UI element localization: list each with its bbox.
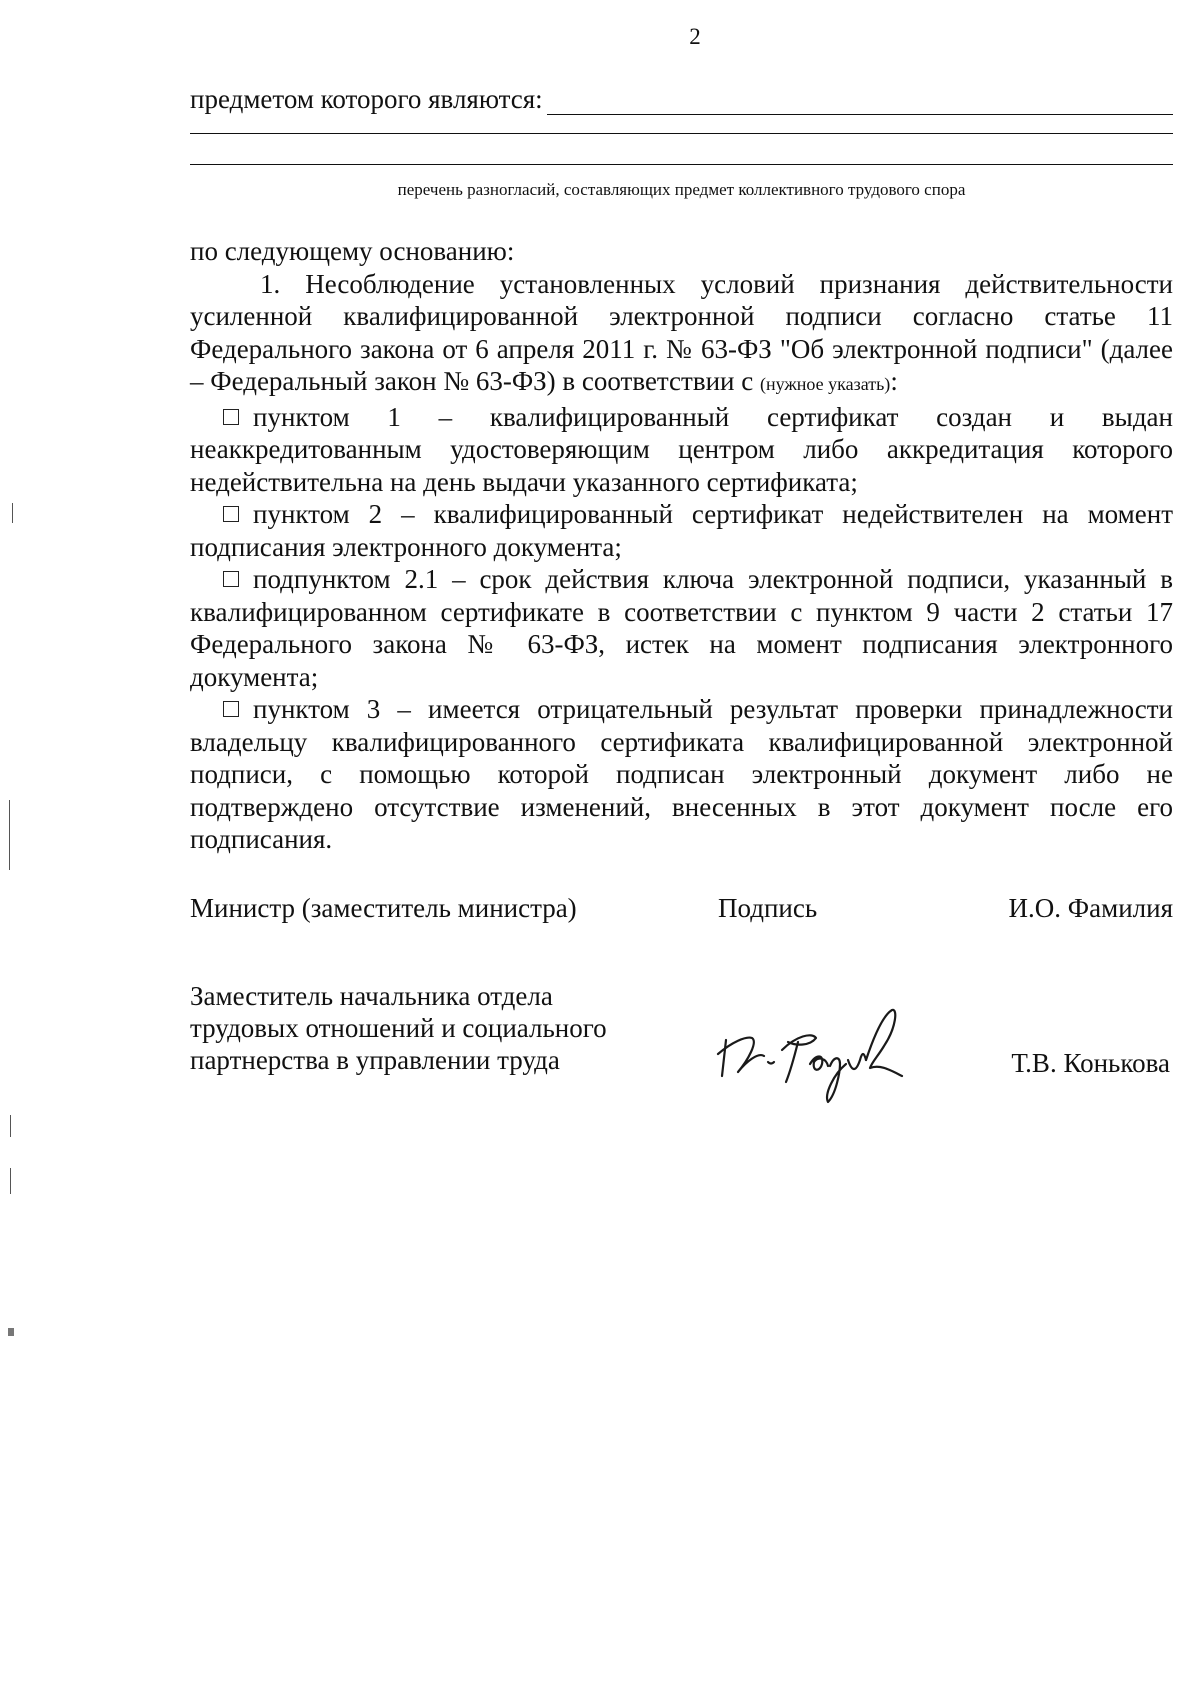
deputy-position [190,980,607,1076]
item-1-note: (нужное указать) [759,374,891,394]
deputy-position-line: партнерства в управлении труда [190,1045,560,1075]
option-item [190,693,1173,856]
scan-artifact [10,1168,11,1194]
option-checkbox[interactable] [223,571,239,587]
option-item [190,401,1173,499]
subject-blank-line-1 [547,86,1173,115]
minister-signature-label: Подпись [718,893,818,923]
option-checkbox[interactable] [223,409,239,425]
basis-intro: по следующему основанию: [190,236,515,266]
option-text: пунктом 3 – имеется отрицательный результат проверки принадлежности владельцу квалифицированного сертификата квалифицированной электронной подписи, с помощью которой подписан электронный документ либо не подтверждено отсутствие изменений, внесенных в этот документ после его подписания. [190,694,1173,854]
option-text: пунктом 2 – квалифицированный сертификат недействителен на момент подписания электронного документа; [190,499,1173,562]
minister-name: И.О. Фамилия [1008,893,1173,923]
deputy-position-line: Заместитель начальника отдела [190,981,553,1011]
handwritten-signature [712,1002,922,1106]
scan-artifact [8,1328,14,1336]
option-text: пунктом 1 – квалифицированный сертификат создан и выдан неаккредитованным удостоверяющим центром либо аккредитация которого недействительна на день выдачи указанного сертификата; [190,401,1173,497]
item-1 [190,268,1173,401]
deputy-name: Т.В. Конькова [1011,1048,1170,1078]
subject-blank-line-3 [190,164,1173,165]
item-1-text: 1. Несоблюдение установленных условий признания действительности усиленной квалифицированной электронной подписи согласно статье 11 Федерального закона от 6 апреля 2011 г. № 63-ФЗ "Об электронной подписи" (далее – Федеральный закон № 63-ФЗ) в соответствии с [190,268,1173,396]
scan-artifact [12,503,13,523]
subject-label: предметом которого являются: [190,84,543,114]
subject-blank-line-2 [190,133,1173,134]
option-text: подпунктом 2.1 – срок действия ключа электронной подписи, указанный в квалифицированном сертификате в соответствии с пунктом 9 части 2 статьи 17 Федерального закона № 63-ФЗ, истек на момент подписания электронного документа; [190,564,1173,692]
scan-artifact [10,1115,11,1137]
option-item [190,563,1173,693]
subject-line [190,84,1173,115]
deputy-position-line: трудовых отношений и социального [190,1013,607,1043]
minister-position: Министр (заместитель министра) [190,893,577,923]
item-1-tail: : [890,366,898,396]
scan-artifact [9,800,10,870]
option-item [190,498,1173,563]
option-checkbox[interactable] [223,506,239,522]
option-checkbox[interactable] [223,701,239,717]
page-number: 2 [689,24,701,49]
grounds-section [190,235,1173,856]
subject-caption: перечень разногласий, составляющих предмет коллективного трудового спора [397,180,966,199]
